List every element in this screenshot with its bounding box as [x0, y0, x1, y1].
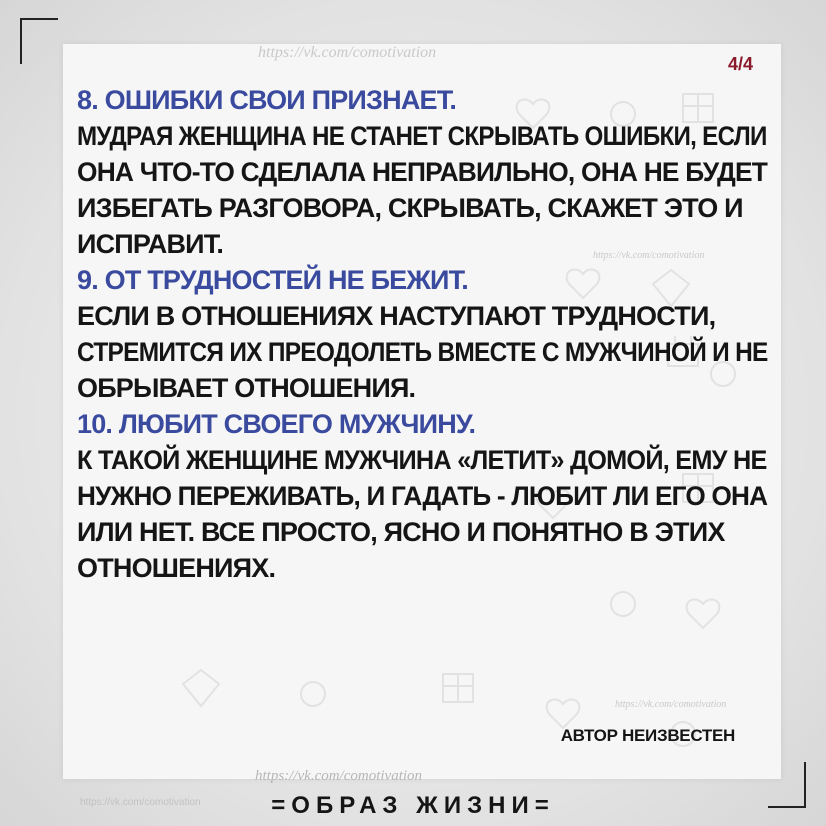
body-line: ЕСЛИ В ОТНОШЕНИЯХ НАСТУПАЮТ ТРУДНОСТИ, — [77, 301, 716, 331]
watermark-footer: https://vk.com/comotivation — [255, 768, 423, 784]
body-line: НУЖНО ПЕРЕЖИВАТЬ, И ГАДАТЬ - ЛЮБИТ ЛИ ЕГО ОНА — [77, 481, 768, 511]
body-line: ИЗБЕГАТЬ РАЗГОВОРА, СКРЫВАТЬ, СКАЖЕТ ЭТО И — [77, 193, 743, 223]
ring-doodle-icon — [611, 592, 635, 616]
watermark-top: https://vk.com/comotivation — [258, 44, 437, 61]
body-line: ИСПРАВИТ. — [77, 229, 224, 259]
heart-doodle-icon — [687, 599, 720, 628]
page-number: 4/4 — [727, 54, 753, 74]
section-heading: 8. ОШИБКИ СВОИ ПРИЗНАЕТ. — [77, 85, 457, 115]
gift-doodle-icon — [443, 674, 473, 702]
article-body — [77, 82, 767, 586]
watermark-footer-small: https://vk.com/comotivation — [80, 797, 201, 808]
heart-doodle-icon — [547, 699, 580, 728]
corner-bracket-top-left — [20, 18, 58, 20]
section-heading: 10. ЛЮБИТ СВОЕГО МУЖЧИНУ. — [77, 409, 476, 439]
ring-doodle-icon — [301, 682, 325, 706]
body-line: ОБРЫВАЕТ ОТНОШЕНИЯ. — [77, 373, 416, 403]
watermark-middle: https://vk.com/comotivation — [593, 250, 705, 261]
body-line: СТРЕМИТСЯ ИХ ПРЕОДОЛЕТЬ ВМЕСТЕ С МУЖЧИНОЙ И НЕ — [77, 337, 768, 367]
author-credit: АВТОР НЕИЗВЕСТЕН — [560, 726, 735, 745]
body-line: ОТНОШЕНИЯХ. — [77, 553, 276, 583]
section-heading: 9. ОТ ТРУДНОСТЕЙ НЕ БЕЖИТ. — [77, 265, 468, 295]
body-line: ОНА ЧТО-ТО СДЕЛАЛА НЕПРАВИЛЬНО, ОНА НЕ БУДЕТ — [77, 157, 768, 187]
body-line: ИЛИ НЕТ. ВСЕ ПРОСТО, ЯСНО И ПОНЯТНО В ЭТИХ — [77, 517, 725, 547]
watermark-lower: https://vk.com/comotivation — [615, 699, 727, 710]
body-line: К ТАКОЙ ЖЕНЩИНЕ МУЖЧИНА «ЛЕТИТ» ДОМОЙ, ЕМУ НЕ — [77, 445, 767, 475]
body-line: МУДРАЯ ЖЕНЩИНА НЕ СТАНЕТ СКРЫВАТЬ ОШИБКИ, ЕСЛИ — [77, 121, 767, 151]
brand-title: =ОБРАЗ ЖИЗНИ= — [271, 792, 555, 819]
corner-bracket-top-left-vertical — [20, 18, 22, 64]
text-card — [63, 44, 781, 779]
diamond-doodle-icon — [183, 670, 219, 706]
